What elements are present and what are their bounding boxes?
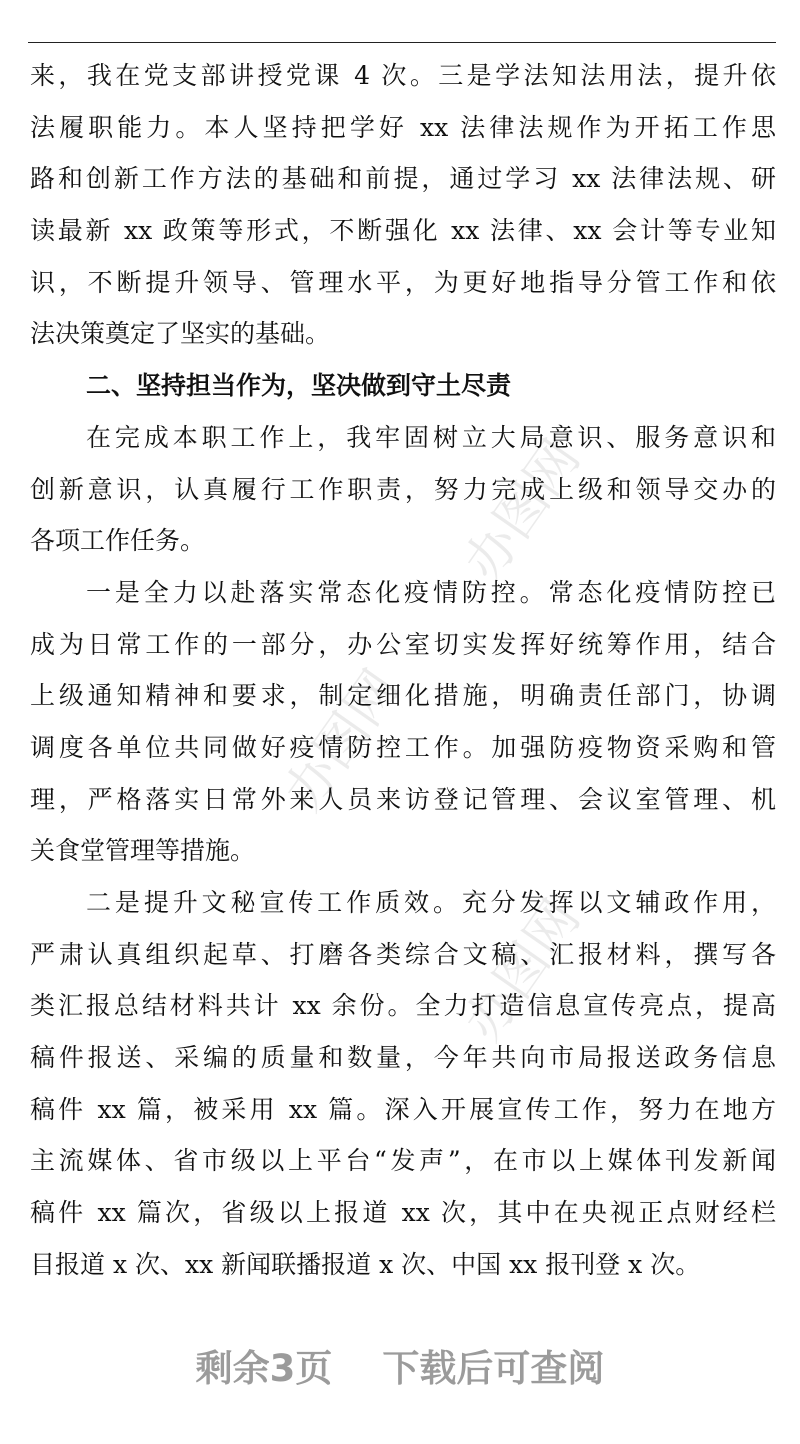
text-line: 来，我在党支部讲授党课 4 次。三是学法知法用法，提升依 <box>30 61 776 90</box>
text-line: 路和创新工作方法的基础和前提，通过学习 xx 法律法规、研 <box>30 164 776 194</box>
watermark: 办图网 <box>453 889 592 1052</box>
text-line: 识，不断提升领导、管理水平，为更好地指导分管工作和依 <box>30 267 776 297</box>
text-line: 上级通知精神和要求，制定细化措施，明确责任部门，协调 <box>30 681 776 711</box>
text-line: 法决策奠定了坚实的基础。 <box>30 319 331 349</box>
text-line: 理，严格落实日常外来人员来访登记管理、会议室管理、机 <box>30 784 776 814</box>
text-line: 读最新 xx 政策等形式，不断强化 xx 法律、xx 会计等专业知 <box>30 216 776 246</box>
text-line: 法履职能力。本人坚持把学好 xx 法律法规作为开拓工作思 <box>30 112 776 142</box>
download-to-view-label[interactable]: 下载后可查阅 <box>382 1347 605 1390</box>
watermark: 办图网 <box>273 659 412 822</box>
text-line: 一是全力以赴落实常态化疫情防控。常态化疫情防控已 <box>86 577 776 607</box>
text-line: 关食堂管理等措施。 <box>30 836 256 866</box>
document-body <box>30 50 776 1291</box>
text-line: 稿件 xx 篇，被采用 xx 篇。深入开展宣传工作，努力在地方 <box>30 1094 776 1124</box>
text-line: 目报道 x 次、xx 新闻联播报道 x 次、中国 xx 报刊登 x 次。 <box>30 1249 701 1279</box>
text-line: 主流媒体、省市级以上平台“发声”，在市以上媒体刊发新闻 <box>30 1146 776 1176</box>
text-line: 调度各单位共同做好疫情防控工作。加强防疫物资采购和管 <box>30 732 776 762</box>
text-line: 类汇报总结材料共计 xx 余份。全力打造信息宣传亮点，提高 <box>30 991 776 1021</box>
download-prompt[interactable] <box>0 1338 800 1392</box>
top-rule <box>28 42 776 43</box>
text-line: 各项工作任务。 <box>30 526 206 556</box>
watermark: 办图网 <box>453 429 592 592</box>
text-line: 二是提升文秘宣传工作质效。充分发挥以文辅政作用， <box>86 888 776 917</box>
text-line: 严肃认真组织起草、打磨各类综合文稿、汇报材料，撰写各 <box>30 939 776 969</box>
text-line: 稿件 xx 篇次，省级以上报道 xx 次，其中在央视正点财经栏 <box>30 1198 776 1228</box>
section-heading: 二、坚持担当作为，坚决做到守土尽责 <box>86 371 512 401</box>
text-line: 稿件报送、采编的质量和数量，今年共向市局报送政务信息 <box>30 1043 776 1073</box>
remaining-pages-label[interactable]: 剩余3页 <box>195 1347 333 1390</box>
text-line: 成为日常工作的一部分，办公室切实发挥好统筹作用，结合 <box>30 629 776 659</box>
text-line: 在完成本职工作上，我牢固树立大局意识、服务意识和 <box>86 422 776 452</box>
text-line: 创新意识，认真履行工作职责，努力完成上级和领导交办的 <box>30 474 776 504</box>
